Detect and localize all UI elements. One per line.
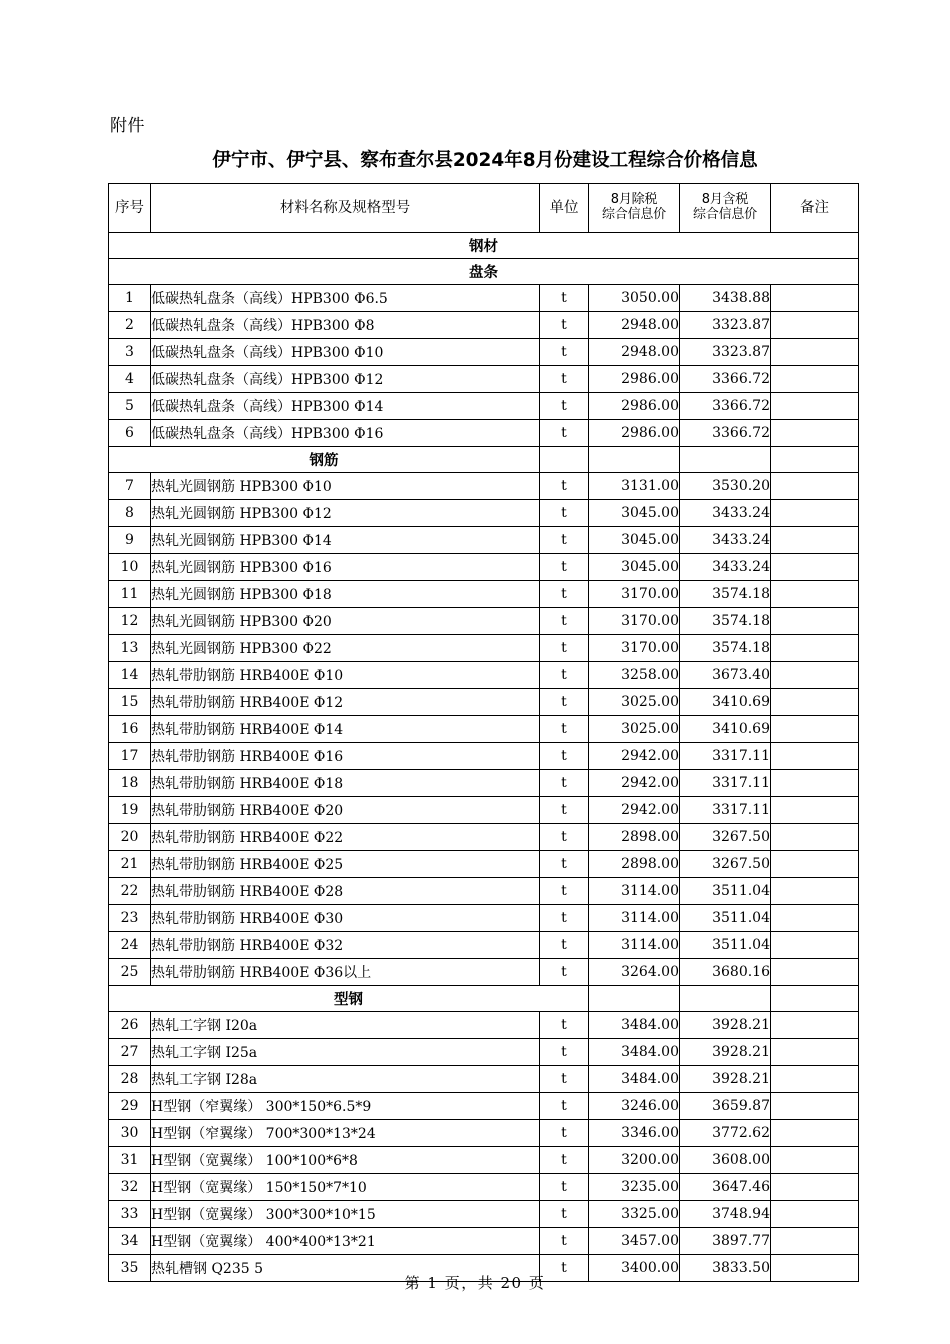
ex-tax-price-cell: 3045.00 [589,527,680,554]
material-name-cell: 热轧带肋钢筋 HRB400E Φ36以上 [151,959,540,986]
table-row [109,959,859,986]
ex-tax-price-cell: 2942.00 [589,797,680,824]
material-name-cell: 热轧带肋钢筋 HRB400E Φ18 [151,770,540,797]
note-cell [771,662,859,689]
unit-cell: t [540,1228,589,1255]
note-cell [771,797,859,824]
row-index-cell: 34 [109,1228,151,1255]
row-index-cell: 5 [109,393,151,420]
unit-cell: t [540,878,589,905]
material-name-cell: 热轧带肋钢筋 HRB400E Φ28 [151,878,540,905]
attachment-label: 附件 [110,116,145,136]
note-cell [771,959,859,986]
table-row [109,797,859,824]
unit-cell: t [540,1039,589,1066]
note-cell [771,1012,859,1039]
ex-tax-price-cell: 3484.00 [589,1012,680,1039]
table-section-row [109,233,859,259]
note-cell [771,393,859,420]
page-footer: 第 1 页，共 20 页 [404,1274,546,1292]
material-name-cell: 热轧光圆钢筋 HPB300 Φ18 [151,581,540,608]
column-header-ex-tax [589,184,680,233]
column-header-ex-tax-line1: 8月除税 [610,192,658,208]
section-label: 盘条 [109,259,859,285]
ex-tax-price-cell: 3246.00 [589,1093,680,1120]
row-index-cell: 31 [109,1147,151,1174]
table-row [109,905,859,932]
unit-cell: t [540,285,589,312]
ex-tax-price-cell: 3457.00 [589,1228,680,1255]
table-row [109,420,859,447]
row-index-cell: 28 [109,1066,151,1093]
material-name-cell: 低碳热轧盘条（高线）HPB300 Φ8 [151,312,540,339]
section-empty-cell [680,986,771,1012]
row-index-cell: 6 [109,420,151,447]
unit-cell: t [540,743,589,770]
table-row [109,339,859,366]
ex-tax-price-cell: 2942.00 [589,770,680,797]
row-index-cell: 19 [109,797,151,824]
table-row [109,743,859,770]
table-row [109,312,859,339]
table-row [109,500,859,527]
row-index-cell: 9 [109,527,151,554]
inc-tax-price-cell: 3897.77 [680,1228,771,1255]
material-name-cell: H型钢（宽翼缘） 300*300*10*15 [151,1201,540,1228]
material-name-cell: 热轧槽钢 Q235 5 [151,1255,540,1282]
ex-tax-price-cell: 2986.00 [589,366,680,393]
inc-tax-price-cell: 3673.40 [680,662,771,689]
table-row [109,1201,859,1228]
note-cell [771,500,859,527]
price-information-table [108,183,859,1282]
table-row [109,878,859,905]
note-cell [771,420,859,447]
note-cell [771,1093,859,1120]
note-cell [771,1201,859,1228]
material-name-cell: 热轧带肋钢筋 HRB400E Φ20 [151,797,540,824]
row-index-cell: 11 [109,581,151,608]
table-row [109,1174,859,1201]
material-name-cell: 热轧带肋钢筋 HRB400E Φ30 [151,905,540,932]
ex-tax-price-cell: 3235.00 [589,1174,680,1201]
note-cell [771,878,859,905]
inc-tax-price-cell: 3659.87 [680,1093,771,1120]
table-row [109,1093,859,1120]
note-cell [771,689,859,716]
table-row [109,770,859,797]
section-empty-cell [589,986,680,1012]
unit-cell: t [540,932,589,959]
column-header-inc-tax-line2: 综合信息价 [692,207,757,222]
ex-tax-price-cell: 3170.00 [589,635,680,662]
column-header-note: 备注 [771,184,859,233]
row-index-cell: 3 [109,339,151,366]
table-row [109,554,859,581]
ex-tax-price-cell: 3400.00 [589,1255,680,1282]
inc-tax-price-cell: 3317.11 [680,797,771,824]
section-empty-cell [680,447,771,473]
inc-tax-price-cell: 3366.72 [680,393,771,420]
ex-tax-price-cell: 2986.00 [589,393,680,420]
unit-cell: t [540,1066,589,1093]
table-header-row [109,184,859,233]
material-name-cell: 低碳热轧盘条（高线）HPB300 Φ16 [151,420,540,447]
section-empty-cell [540,447,589,473]
material-name-cell: H型钢（宽翼缘） 100*100*6*8 [151,1147,540,1174]
unit-cell: t [540,527,589,554]
unit-cell: t [540,500,589,527]
inc-tax-price-cell: 3574.18 [680,635,771,662]
row-index-cell: 25 [109,959,151,986]
note-cell [771,339,859,366]
ex-tax-price-cell: 3325.00 [589,1201,680,1228]
row-index-cell: 20 [109,824,151,851]
unit-cell: t [540,824,589,851]
unit-cell: t [540,473,589,500]
unit-cell: t [540,716,589,743]
ex-tax-price-cell: 3484.00 [589,1066,680,1093]
note-cell [771,1147,859,1174]
section-empty-cell [771,986,859,1012]
note-cell [771,473,859,500]
row-index-cell: 16 [109,716,151,743]
material-name-cell: 热轧带肋钢筋 HRB400E Φ25 [151,851,540,878]
row-index-cell: 29 [109,1093,151,1120]
row-index-cell: 4 [109,366,151,393]
row-index-cell: 1 [109,285,151,312]
inc-tax-price-cell: 3366.72 [680,420,771,447]
inc-tax-price-cell: 3317.11 [680,743,771,770]
material-name-cell: 热轧光圆钢筋 HPB300 Φ22 [151,635,540,662]
material-name-cell: 热轧工字钢 I20a [151,1012,540,1039]
ex-tax-price-cell: 2948.00 [589,312,680,339]
row-index-cell: 27 [109,1039,151,1066]
material-name-cell: 低碳热轧盘条（高线）HPB300 Φ12 [151,366,540,393]
row-index-cell: 2 [109,312,151,339]
note-cell [771,366,859,393]
note-cell [771,824,859,851]
unit-cell: t [540,689,589,716]
note-cell [771,1228,859,1255]
ex-tax-price-cell: 3170.00 [589,581,680,608]
unit-cell: t [540,554,589,581]
table-section-row [109,447,859,473]
column-header-inc-tax [680,184,771,233]
note-cell [771,932,859,959]
ex-tax-price-cell: 3025.00 [589,689,680,716]
row-index-cell: 15 [109,689,151,716]
section-empty-cell [771,447,859,473]
inc-tax-price-cell: 3317.11 [680,770,771,797]
note-cell [771,905,859,932]
material-name-cell: 热轧带肋钢筋 HRB400E Φ16 [151,743,540,770]
ex-tax-price-cell: 2898.00 [589,824,680,851]
material-name-cell: H型钢（窄翼缘） 700*300*13*24 [151,1120,540,1147]
ex-tax-price-cell: 3484.00 [589,1039,680,1066]
column-header-no: 序号 [109,184,151,233]
column-header-ex-tax-line2: 综合信息价 [601,207,666,222]
inc-tax-price-cell: 3366.72 [680,366,771,393]
table-row [109,689,859,716]
ex-tax-price-cell: 2948.00 [589,339,680,366]
unit-cell: t [540,1174,589,1201]
inc-tax-price-cell: 3928.21 [680,1039,771,1066]
inc-tax-price-cell: 3772.62 [680,1120,771,1147]
material-name-cell: H型钢（窄翼缘） 300*150*6.5*9 [151,1093,540,1120]
note-cell [771,1039,859,1066]
section-label: 型钢 [109,986,589,1012]
unit-cell: t [540,851,589,878]
ex-tax-price-cell: 2942.00 [589,743,680,770]
material-name-cell: 低碳热轧盘条（高线）HPB300 Φ14 [151,393,540,420]
material-name-cell: 热轧工字钢 I25a [151,1039,540,1066]
ex-tax-price-cell: 3045.00 [589,554,680,581]
note-cell [771,581,859,608]
inc-tax-price-cell: 3323.87 [680,312,771,339]
table-section-row [109,259,859,285]
ex-tax-price-cell: 3170.00 [589,608,680,635]
row-index-cell: 7 [109,473,151,500]
table-row [109,473,859,500]
ex-tax-price-cell: 3025.00 [589,716,680,743]
ex-tax-price-cell: 2986.00 [589,420,680,447]
inc-tax-price-cell: 3433.24 [680,500,771,527]
unit-cell: t [540,1147,589,1174]
table-row [109,1120,859,1147]
table-section-row [109,986,859,1012]
table-header [109,184,859,233]
unit-cell: t [540,393,589,420]
row-index-cell: 18 [109,770,151,797]
inc-tax-price-cell: 3680.16 [680,959,771,986]
row-index-cell: 21 [109,851,151,878]
ex-tax-price-cell: 3114.00 [589,878,680,905]
table-row [109,285,859,312]
row-index-cell: 8 [109,500,151,527]
material-name-cell: 热轧光圆钢筋 HPB300 Φ10 [151,473,540,500]
ex-tax-price-cell: 3050.00 [589,285,680,312]
note-cell [771,312,859,339]
row-index-cell: 24 [109,932,151,959]
material-name-cell: 热轧带肋钢筋 HRB400E Φ10 [151,662,540,689]
unit-cell: t [540,312,589,339]
ex-tax-price-cell: 3258.00 [589,662,680,689]
table-row [109,1066,859,1093]
ex-tax-price-cell: 3264.00 [589,959,680,986]
row-index-cell: 13 [109,635,151,662]
material-name-cell: 低碳热轧盘条（高线）HPB300 Φ10 [151,339,540,366]
note-cell [771,1120,859,1147]
ex-tax-price-cell: 3114.00 [589,932,680,959]
material-name-cell: 热轧工字钢 I28a [151,1066,540,1093]
table-row [109,608,859,635]
note-cell [771,851,859,878]
inc-tax-price-cell: 3833.50 [680,1255,771,1282]
unit-cell: t [540,635,589,662]
material-name-cell: 热轧带肋钢筋 HRB400E Φ14 [151,716,540,743]
inc-tax-price-cell: 3748.94 [680,1201,771,1228]
material-name-cell: 热轧光圆钢筋 HPB300 Φ16 [151,554,540,581]
row-index-cell: 10 [109,554,151,581]
unit-cell: t [540,1201,589,1228]
inc-tax-price-cell: 3438.88 [680,285,771,312]
row-index-cell: 30 [109,1120,151,1147]
section-empty-cell [589,447,680,473]
row-index-cell: 17 [109,743,151,770]
inc-tax-price-cell: 3267.50 [680,824,771,851]
inc-tax-price-cell: 3530.20 [680,473,771,500]
inc-tax-price-cell: 3511.04 [680,878,771,905]
unit-cell: t [540,1120,589,1147]
section-label: 钢材 [109,233,859,259]
row-index-cell: 23 [109,905,151,932]
material-name-cell: H型钢（宽翼缘） 400*400*13*21 [151,1228,540,1255]
material-name-cell: 热轧光圆钢筋 HPB300 Φ12 [151,500,540,527]
inc-tax-price-cell: 3647.46 [680,1174,771,1201]
table-row [109,1039,859,1066]
table-row [109,527,859,554]
table-row [109,393,859,420]
row-index-cell: 12 [109,608,151,635]
ex-tax-price-cell: 3114.00 [589,905,680,932]
unit-cell: t [540,959,589,986]
ex-tax-price-cell: 2898.00 [589,851,680,878]
material-name-cell: 热轧带肋钢筋 HRB400E Φ22 [151,824,540,851]
note-cell [771,770,859,797]
inc-tax-price-cell: 3410.69 [680,716,771,743]
row-index-cell: 32 [109,1174,151,1201]
note-cell [771,743,859,770]
row-index-cell: 14 [109,662,151,689]
unit-cell: t [540,366,589,393]
inc-tax-price-cell: 3511.04 [680,932,771,959]
ex-tax-price-cell: 3045.00 [589,500,680,527]
note-cell [771,285,859,312]
table-row [109,1228,859,1255]
inc-tax-price-cell: 3928.21 [680,1066,771,1093]
section-label: 钢筋 [109,447,540,473]
ex-tax-price-cell: 3200.00 [589,1147,680,1174]
material-name-cell: 热轧光圆钢筋 HPB300 Φ20 [151,608,540,635]
table-row [109,1147,859,1174]
inc-tax-price-cell: 3928.21 [680,1012,771,1039]
inc-tax-price-cell: 3433.24 [680,527,771,554]
table-row [109,635,859,662]
material-name-cell: H型钢（宽翼缘） 150*150*7*10 [151,1174,540,1201]
unit-cell: t [540,662,589,689]
note-cell [771,1174,859,1201]
inc-tax-price-cell: 3574.18 [680,581,771,608]
unit-cell: t [540,581,589,608]
table-body [109,233,859,1282]
note-cell [771,527,859,554]
table-row [109,851,859,878]
column-header-inc-tax-line1: 8月含税 [701,192,749,208]
column-header-name: 材料名称及规格型号 [151,184,540,233]
unit-cell: t [540,905,589,932]
page-title: 伊宁市、伊宁县、察布查尔县2024年8月份建设工程综合价格信息 [212,150,758,171]
unit-cell: t [540,797,589,824]
column-header-unit: 单位 [540,184,589,233]
inc-tax-price-cell: 3511.04 [680,905,771,932]
material-name-cell: 热轧光圆钢筋 HPB300 Φ14 [151,527,540,554]
table-row [109,581,859,608]
table-row [109,662,859,689]
row-index-cell: 35 [109,1255,151,1282]
note-cell [771,635,859,662]
row-index-cell: 22 [109,878,151,905]
table-row [109,716,859,743]
row-index-cell: 33 [109,1201,151,1228]
inc-tax-price-cell: 3433.24 [680,554,771,581]
table-row [109,932,859,959]
note-cell [771,608,859,635]
ex-tax-price-cell: 3346.00 [589,1120,680,1147]
unit-cell: t [540,770,589,797]
unit-cell: t [540,1012,589,1039]
unit-cell: t [540,1255,589,1282]
ex-tax-price-cell: 3131.00 [589,473,680,500]
inc-tax-price-cell: 3267.50 [680,851,771,878]
note-cell [771,554,859,581]
inc-tax-price-cell: 3574.18 [680,608,771,635]
inc-tax-price-cell: 3410.69 [680,689,771,716]
table-row [109,366,859,393]
note-cell [771,1066,859,1093]
table-row [109,824,859,851]
material-name-cell: 热轧带肋钢筋 HRB400E Φ12 [151,689,540,716]
note-cell [771,716,859,743]
row-index-cell: 26 [109,1012,151,1039]
inc-tax-price-cell: 3323.87 [680,339,771,366]
unit-cell: t [540,339,589,366]
unit-cell: t [540,608,589,635]
material-name-cell: 低碳热轧盘条（高线）HPB300 Φ6.5 [151,285,540,312]
table-row [109,1012,859,1039]
unit-cell: t [540,1093,589,1120]
material-name-cell: 热轧带肋钢筋 HRB400E Φ32 [151,932,540,959]
unit-cell: t [540,420,589,447]
inc-tax-price-cell: 3608.00 [680,1147,771,1174]
